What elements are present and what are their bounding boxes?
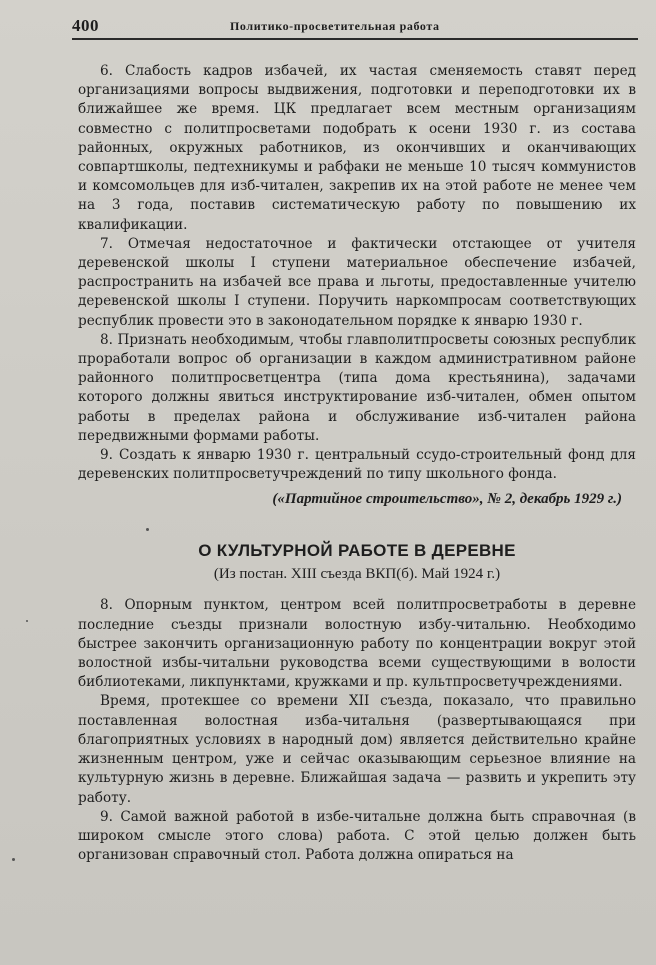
print-speck bbox=[26, 620, 28, 622]
print-speck bbox=[12, 858, 15, 861]
paragraph: 8. Признать необходимым, чтобы главполитпросветы союзных республик проработали вопрос об организации в каждом административном районе районного политпросветцентра (типа дома крестьянина), задачами которого должны явиться инструктирование изб-читален, обмен опытом работы в пределах района и обслуживание изб-читален района передвижными формами работы. bbox=[78, 331, 636, 444]
paragraph: 9. Создать к январю 1930 г. центральный ссудо-строительный фонд для деревенских политпросветучреждений по типу школьного фонда. bbox=[78, 447, 636, 483]
paragraph: Время, протекшее со времени XII съезда, показало, что правильно поставленная волостная изба-читальня (развертывающаяся при благоприятных условиях в народный дом) является действительно крайне жизненным центром, уже и сейчас оказывающим серьезное влияние на культурную жизнь в деревне. Ближайшая задача — развить и укрепить эту работу. bbox=[78, 693, 636, 806]
paragraph: 9. Самой важной работой в избе-читальне должна быть справочная (в широком смысле этого слова) работа. С этой целью должен быть организован справочный стол. Работа должна опираться на bbox=[78, 808, 636, 864]
page-number: 400 bbox=[72, 16, 99, 35]
article-subtitle: (Из постан. XIII съезда ВКП(б). Май 1924 г.) bbox=[213, 566, 501, 583]
running-title: Политико-просветительная работа bbox=[230, 19, 440, 33]
page-header bbox=[72, 14, 638, 40]
print-speck bbox=[146, 528, 149, 531]
paragraph: 6. Слабость кадров избачей, их частая сменяемость ставят перед организациями вопросы выдвижения, подготовки и переподготовки их в ближайшее же время. ЦК предлагает всем местным организациям совместно с политпросветами подобрать к осени 1930 г. из состава районных, окружных работников, из окончивших и оканчивающих совпартшколы, педтехникумы и рабфаки не меньше 10 тысяч коммунистов и комсомольцев для изб-читален, закрепив их на этой работе не менее чем на 3 года, поставив систематическую работу по повышению их квалификации. bbox=[78, 63, 636, 233]
paragraph: 8. Опорным пунктом, центром всей политпросветработы в деревне последние съезды признали волостную избу-читальню. Необходимо быстрее закончить организационную работу по концентрации вокруг этой волостной избы-читальни руководства всеми существующими в волости библиотеками, ликпунктами, кружками и пр. культпросветучреждениями. bbox=[78, 597, 636, 691]
source-citation: («Партийное строительство», № 2, декабрь 1929 г.) bbox=[272, 491, 622, 508]
article-title: О КУЛЬТУРНОЙ РАБОТЕ В ДЕРЕВНЕ bbox=[198, 541, 516, 561]
paragraph: 7. Отмечая недостаточное и фактически отстающее от учителя деревенской школы I ступени материальное обеспечение избачей, распространить на избачей все права и льготы, предоставленные учителю деревенской школы I ступени. Поручить наркомпросам соответствующих республик провести это в законодательном порядке к январю 1930 г. bbox=[78, 235, 636, 329]
page-body bbox=[78, 62, 636, 865]
